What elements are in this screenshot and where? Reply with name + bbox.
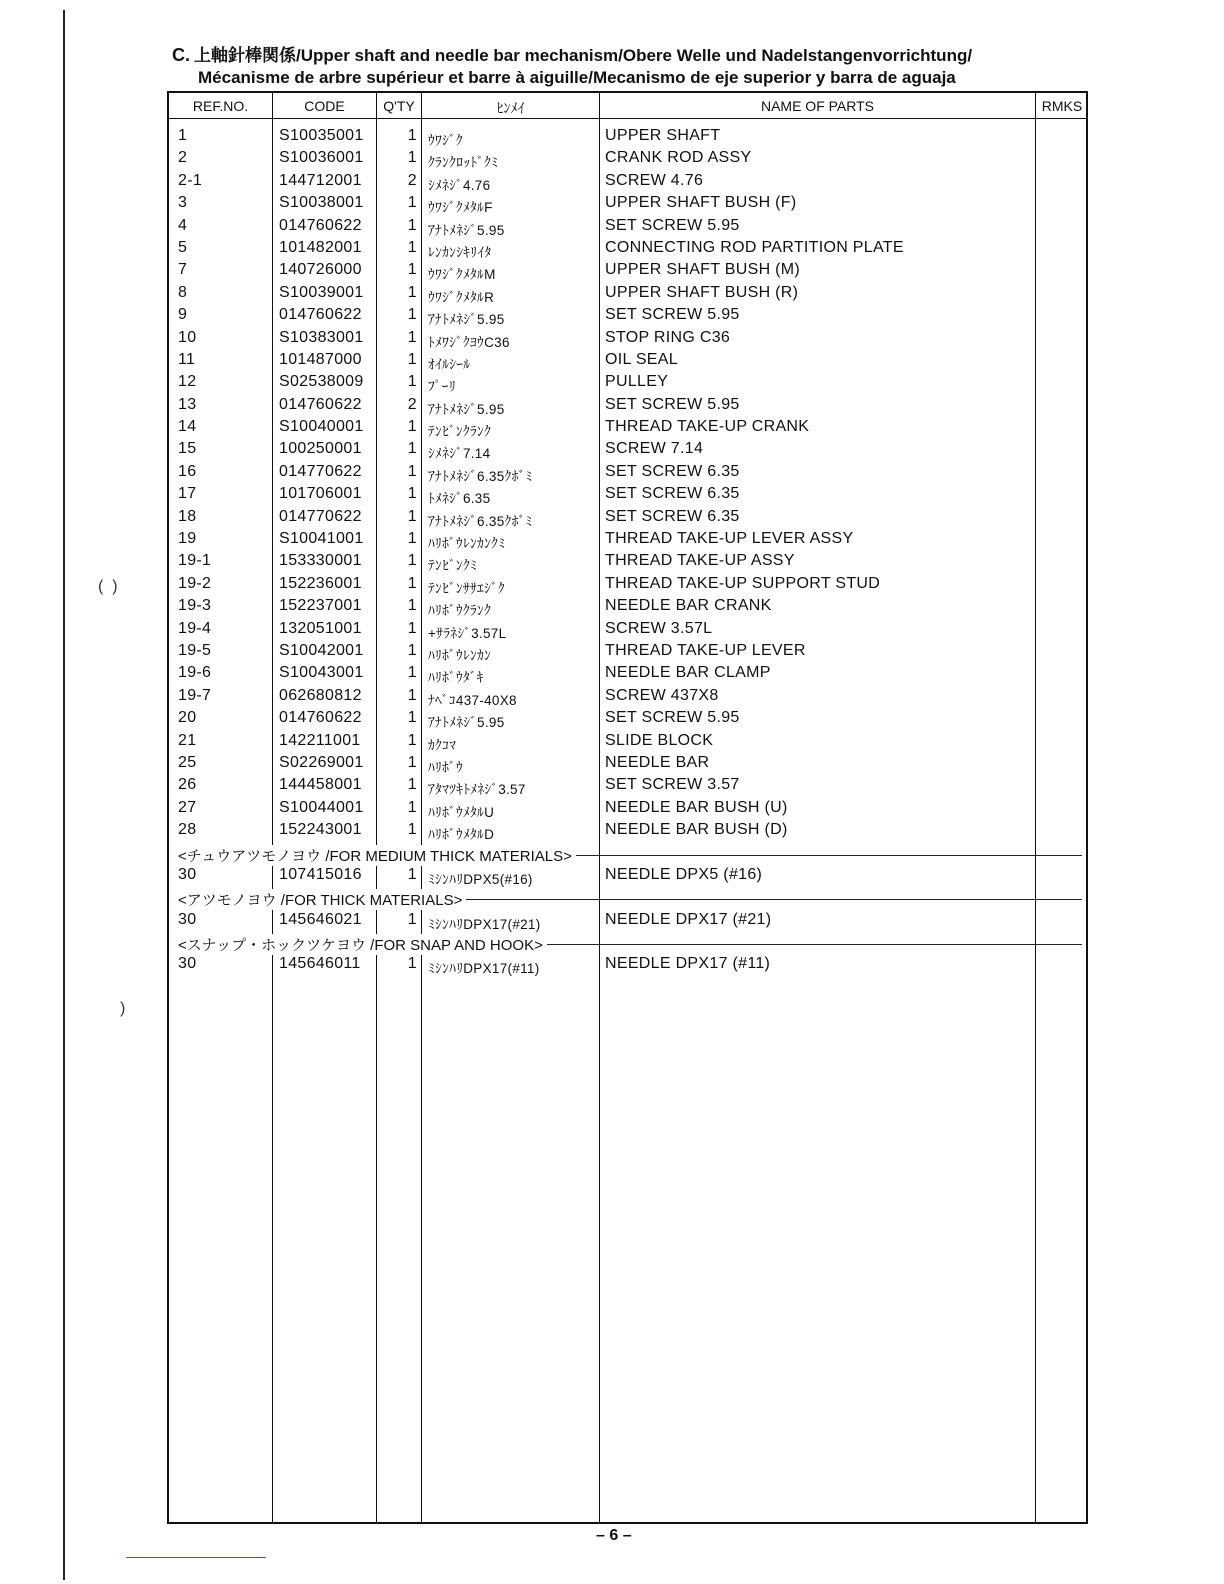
part-name-cell: SLIDE BLOCK xyxy=(605,731,714,749)
category-label: <チュウアツモノヨウ /FOR MEDIUM THICK MATERIALS> xyxy=(178,845,576,866)
part-name-cell: NEEDLE BAR xyxy=(605,753,710,771)
code-cell: 152237001 xyxy=(279,597,362,615)
kana-cell: ﾐｼﾝﾊﾘDPX5(#16) xyxy=(428,871,533,887)
code-cell: 132051001 xyxy=(279,619,362,637)
part-name-cell: NEEDLE DPX17 (#21) xyxy=(605,910,772,928)
table-row xyxy=(169,418,1086,440)
table-row xyxy=(169,552,1086,574)
table-row xyxy=(169,799,1086,821)
ref-cell: 7 xyxy=(178,261,188,279)
code-cell: S02538009 xyxy=(279,373,364,391)
title-line-2: Mécanisme de arbre supérieur et barre à aiguille/Mecanismo de eje superior y barra de aguaja xyxy=(198,68,956,87)
header-divider xyxy=(169,118,1086,119)
table-row xyxy=(169,261,1086,283)
code-cell: 144458001 xyxy=(279,776,362,794)
qty-cell: 1 xyxy=(407,328,417,346)
code-cell: 101487000 xyxy=(279,350,362,368)
qty-cell: 1 xyxy=(407,753,417,771)
table-row xyxy=(169,754,1086,776)
category-heading xyxy=(169,888,1086,910)
kana-cell: ｱﾅﾄﾒﾈｼﾞ5.95 xyxy=(428,715,505,731)
kana-cell: +ｻﾗﾈｼﾞ3.57L xyxy=(428,625,507,641)
part-name-cell: SCREW 437X8 xyxy=(605,686,719,704)
ref-cell: 30 xyxy=(178,955,197,973)
ref-cell: 14 xyxy=(178,418,197,436)
part-name-cell: THREAD TAKE-UP LEVER ASSY xyxy=(605,530,854,548)
left-margin-line xyxy=(63,10,65,1580)
table-row xyxy=(169,127,1086,149)
table-row xyxy=(169,463,1086,485)
table-row xyxy=(169,306,1086,328)
code-cell: S10043001 xyxy=(279,664,364,682)
kana-cell: ｳﾜｼﾞｸﾒﾀﾙM xyxy=(428,267,496,283)
part-name-cell: PULLEY xyxy=(605,373,669,391)
kana-cell: ﾊﾘﾎﾞｳﾒﾀﾙU xyxy=(428,804,495,820)
kana-cell: ﾊﾘﾎﾞｳﾒﾀﾙD xyxy=(428,827,495,843)
qty-cell: 1 xyxy=(407,149,417,167)
title-line-1: 上軸針棒関係/Upper shaft and needle bar mechanism/Obere Welle und Nadelstangenvorrichtung/ xyxy=(194,46,973,65)
ref-cell: 1 xyxy=(178,127,188,144)
part-name-cell: UPPER SHAFT BUSH (R) xyxy=(605,283,799,301)
table-row xyxy=(169,530,1086,552)
part-name-cell: NEEDLE BAR BUSH (D) xyxy=(605,821,788,839)
code-cell: 014760622 xyxy=(279,216,362,234)
code-cell: 145646021 xyxy=(279,910,362,928)
header-kana: ﾋﾝﾒｲ xyxy=(496,100,525,116)
part-name-cell: NEEDLE BAR CRANK xyxy=(605,597,772,615)
part-name-cell: SET SCREW 5.95 xyxy=(605,395,740,413)
kana-cell: ｳﾜｼﾞｸﾒﾀﾙR xyxy=(428,289,495,305)
part-name-cell: OIL SEAL xyxy=(605,350,678,368)
kana-cell: ｱﾅﾄﾒﾈｼﾞ5.95 xyxy=(428,312,505,328)
kana-cell: ﾊﾘﾎﾞｳ xyxy=(428,759,463,775)
part-name-cell: THREAD TAKE-UP ASSY xyxy=(605,552,795,570)
code-cell: 101706001 xyxy=(279,485,362,503)
part-name-cell: SCREW 7.14 xyxy=(605,440,704,458)
ref-cell: 19-4 xyxy=(178,619,212,637)
category-label: <アツモノヨウ /FOR THICK MATERIALS> xyxy=(178,889,466,910)
kana-cell: ﾄﾒﾈｼﾞ6.35 xyxy=(428,491,491,507)
table-row xyxy=(169,440,1086,462)
code-cell: 101482001 xyxy=(279,238,362,256)
part-name-cell: UPPER SHAFT BUSH (M) xyxy=(605,261,801,279)
table-row xyxy=(169,821,1086,843)
ref-cell: 8 xyxy=(178,283,188,301)
ref-cell: 2 xyxy=(178,149,188,167)
qty-cell: 1 xyxy=(407,485,417,503)
ref-cell: 25 xyxy=(178,753,197,771)
qty-cell: 1 xyxy=(407,127,417,144)
qty-cell: 1 xyxy=(407,776,417,794)
ref-cell: 27 xyxy=(178,798,197,816)
part-name-cell: THREAD TAKE-UP SUPPORT STUD xyxy=(605,574,881,592)
kana-cell: ｼﾒﾈｼﾞ7.14 xyxy=(428,446,491,462)
kana-cell: ﾃﾝﾋﾞﾝｸﾗﾝｸ xyxy=(428,424,492,440)
table-row xyxy=(169,149,1086,171)
code-cell: S10038001 xyxy=(279,194,364,212)
qty-cell: 1 xyxy=(407,350,417,368)
code-cell: S10383001 xyxy=(279,328,364,346)
ref-cell: 19-3 xyxy=(178,597,212,615)
qty-cell: 1 xyxy=(407,462,417,480)
footer-rule xyxy=(126,1557,266,1558)
header-name: NAME OF PARTS xyxy=(760,98,875,114)
part-name-cell: UPPER SHAFT xyxy=(605,127,721,144)
section-title xyxy=(172,44,1072,89)
kana-cell: ﾌﾟｰﾘ xyxy=(428,379,456,395)
qty-cell: 1 xyxy=(407,910,417,928)
code-cell: S10044001 xyxy=(279,798,364,816)
ref-cell: 5 xyxy=(178,238,188,256)
code-cell: 014760622 xyxy=(279,709,362,727)
parts-table xyxy=(167,91,1088,1524)
part-name-cell: SCREW 4.76 xyxy=(605,171,704,189)
kana-cell: ｱﾅﾄﾒﾈｼﾞ5.95 xyxy=(428,222,505,238)
part-name-cell: NEEDLE BAR CLAMP xyxy=(605,664,771,682)
code-cell: 152236001 xyxy=(279,574,362,592)
kana-cell: ﾃﾝﾋﾞﾝｻｻｴｼﾞｸ xyxy=(428,580,505,596)
kana-cell: ｱﾅﾄﾒﾈｼﾞ5.95 xyxy=(428,401,505,417)
table-row xyxy=(169,687,1086,709)
ref-cell: 28 xyxy=(178,821,197,839)
ref-cell: 15 xyxy=(178,440,197,458)
ref-cell: 30 xyxy=(178,865,197,883)
table-row xyxy=(169,485,1086,507)
part-name-cell: CRANK ROD ASSY xyxy=(605,149,752,167)
qty-cell: 1 xyxy=(407,821,417,839)
kana-cell: ｱﾅﾄﾒﾈｼﾞ6.35ｸﾎﾞﾐ xyxy=(428,513,533,529)
ref-cell: 10 xyxy=(178,328,197,346)
table-row xyxy=(169,172,1086,194)
code-cell: S02269001 xyxy=(279,753,364,771)
header-rmks: RMKS xyxy=(1041,98,1083,114)
category-label: <スナップ・ホックツケヨウ /FOR SNAP AND HOOK> xyxy=(178,934,547,955)
ref-cell: 2-1 xyxy=(178,171,203,189)
qty-cell: 1 xyxy=(407,686,417,704)
kana-cell: ﾐｼﾝﾊﾘDPX17(#21) xyxy=(428,916,541,932)
kana-cell: ﾊﾘﾎﾞｳﾚﾝｶﾝｸﾐ xyxy=(428,536,506,552)
code-cell: 014770622 xyxy=(279,462,362,480)
table-row xyxy=(169,709,1086,731)
qty-cell: 1 xyxy=(407,373,417,391)
table-row xyxy=(169,776,1086,798)
table-body xyxy=(169,127,1086,978)
code-cell: S10035001 xyxy=(279,127,364,144)
ref-cell: 19-7 xyxy=(178,686,212,704)
kana-cell: ｱﾀﾏﾂｷﾄﾒﾈｼﾞ3.57 xyxy=(428,782,526,798)
header-qty: Q'TY xyxy=(383,98,415,114)
header-code: CODE xyxy=(304,98,345,114)
code-cell: 014760622 xyxy=(279,306,362,324)
code-cell: S10040001 xyxy=(279,418,364,436)
kana-cell: ｵｲﾙｼｰﾙ xyxy=(428,356,471,372)
qty-cell: 1 xyxy=(407,731,417,749)
qty-cell: 1 xyxy=(407,530,417,548)
qty-cell: 1 xyxy=(407,865,417,883)
table-row xyxy=(169,664,1086,686)
code-cell: S10041001 xyxy=(279,530,364,548)
qty-cell: 1 xyxy=(407,440,417,458)
kana-cell: ｳﾜｼﾞｸﾒﾀﾙF xyxy=(428,200,493,216)
qty-cell: 1 xyxy=(407,507,417,525)
qty-cell: 1 xyxy=(407,238,417,256)
qty-cell: 1 xyxy=(407,641,417,659)
ref-cell: 30 xyxy=(178,910,197,928)
ref-cell: 3 xyxy=(178,194,188,212)
part-name-cell: UPPER SHAFT BUSH (F) xyxy=(605,194,797,212)
kana-cell: ﾄﾒﾜｼﾞｸﾖｳC36 xyxy=(428,334,510,350)
kana-cell: ｼﾒﾈｼﾞ4.76 xyxy=(428,177,491,193)
code-cell: 140726000 xyxy=(279,261,362,279)
code-cell: 144712001 xyxy=(279,171,362,189)
kana-cell: ﾐｼﾝﾊﾘDPX17(#11) xyxy=(428,961,540,977)
table-row xyxy=(169,373,1086,395)
table-row xyxy=(169,351,1086,373)
page-number: – 6 – xyxy=(596,1527,632,1544)
qty-cell: 1 xyxy=(407,418,417,436)
qty-cell: 1 xyxy=(407,261,417,279)
header-ref: REF.NO. xyxy=(192,98,249,114)
table-row xyxy=(169,396,1086,418)
ref-cell: 19-2 xyxy=(178,574,212,592)
ref-cell: 26 xyxy=(178,776,197,794)
kana-cell: ｱﾅﾄﾒﾈｼﾞ6.35ｸﾎﾞﾐ xyxy=(428,468,533,484)
table-row xyxy=(169,217,1086,239)
code-cell: 145646011 xyxy=(279,955,361,973)
code-cell: S10036001 xyxy=(279,149,364,167)
ref-cell: 11 xyxy=(178,350,196,368)
table-row xyxy=(169,194,1086,216)
table-row xyxy=(169,732,1086,754)
code-cell: 014760622 xyxy=(279,395,362,413)
table-row xyxy=(169,239,1086,261)
table-row xyxy=(169,508,1086,530)
qty-cell: 1 xyxy=(407,194,417,212)
kana-cell: ﾊﾘﾎﾞｳﾚﾝｶﾝ xyxy=(428,647,492,663)
part-name-cell: SET SCREW 6.35 xyxy=(605,485,740,503)
part-name-cell: SET SCREW 5.95 xyxy=(605,709,740,727)
part-name-cell: NEEDLE DPX5 (#16) xyxy=(605,865,763,883)
part-name-cell: NEEDLE DPX17 (#11) xyxy=(605,955,771,973)
ref-cell: 20 xyxy=(178,709,197,727)
qty-cell: 1 xyxy=(407,216,417,234)
part-name-cell: THREAD TAKE-UP CRANK xyxy=(605,418,810,436)
category-heading xyxy=(169,933,1086,955)
qty-cell: 1 xyxy=(407,574,417,592)
code-cell: 142211001 xyxy=(279,731,361,749)
table-row xyxy=(169,911,1086,933)
ref-cell: 17 xyxy=(178,485,197,503)
part-name-cell: SET SCREW 3.57 xyxy=(605,776,740,794)
qty-cell: 1 xyxy=(407,709,417,727)
part-name-cell: CONNECTING ROD PARTITION PLATE xyxy=(605,238,904,256)
category-heading xyxy=(169,844,1086,866)
ref-cell: 19 xyxy=(178,530,197,548)
kana-cell: ﾊﾘﾎﾞｳﾀﾞｷ xyxy=(428,670,484,686)
part-name-cell: THREAD TAKE-UP LEVER xyxy=(605,641,806,659)
table-row xyxy=(169,597,1086,619)
part-name-cell: SET SCREW 6.35 xyxy=(605,462,740,480)
part-name-cell: SET SCREW 5.95 xyxy=(605,216,740,234)
ref-cell: 18 xyxy=(178,507,197,525)
ref-cell: 13 xyxy=(178,395,197,413)
kana-cell: ﾚﾝｶﾝｼｷﾘｲﾀ xyxy=(428,244,492,260)
ref-cell: 16 xyxy=(178,462,197,480)
ref-cell: 9 xyxy=(178,306,188,324)
part-name-cell: STOP RING C36 xyxy=(605,328,731,346)
kana-cell: ﾃﾝﾋﾞﾝｸﾐ xyxy=(428,558,478,574)
part-name-cell: SET SCREW 5.95 xyxy=(605,306,740,324)
qty-cell: 1 xyxy=(407,619,417,637)
ref-cell: 19-1 xyxy=(178,552,212,570)
qty-cell: 2 xyxy=(407,395,417,413)
qty-cell: 1 xyxy=(407,597,417,615)
kana-cell: ｸﾗﾝｸﾛｯﾄﾞｸﾐ xyxy=(428,155,499,171)
qty-cell: 1 xyxy=(407,955,417,973)
table-row xyxy=(169,620,1086,642)
part-name-cell: SET SCREW 6.35 xyxy=(605,507,740,525)
ref-cell: 19-5 xyxy=(178,641,212,659)
part-name-cell: SCREW 3.57L xyxy=(605,619,713,637)
qty-cell: 1 xyxy=(407,664,417,682)
qty-cell: 2 xyxy=(407,171,417,189)
scan-mark: ( ) xyxy=(98,578,118,595)
code-cell: 100250001 xyxy=(279,440,362,458)
code-cell: S10042001 xyxy=(279,641,364,659)
qty-cell: 1 xyxy=(407,798,417,816)
code-cell: 014770622 xyxy=(279,507,362,525)
section-letter: C. xyxy=(172,45,190,65)
kana-cell: ﾅﾍﾞｺ437-40X8 xyxy=(428,692,517,708)
table-row xyxy=(169,955,1086,977)
ref-cell: 4 xyxy=(178,216,188,234)
code-cell: 107415016 xyxy=(279,865,362,883)
kana-cell: ｶｸｺﾏ xyxy=(428,737,457,753)
ref-cell: 12 xyxy=(178,373,197,391)
scan-mark: ) xyxy=(120,1000,126,1017)
kana-cell: ﾊﾘﾎﾞｳｸﾗﾝｸ xyxy=(428,603,492,619)
code-cell: 062680812 xyxy=(279,686,362,704)
part-name-cell: NEEDLE BAR BUSH (U) xyxy=(605,798,788,816)
qty-cell: 1 xyxy=(407,283,417,301)
kana-cell: ｳﾜｼﾞｸ xyxy=(428,133,463,148)
table-row xyxy=(169,329,1086,351)
table-row xyxy=(169,284,1086,306)
code-cell: 153330001 xyxy=(279,552,362,570)
table-row xyxy=(169,642,1086,664)
qty-cell: 1 xyxy=(407,306,417,324)
qty-cell: 1 xyxy=(407,552,417,570)
table-row xyxy=(169,575,1086,597)
ref-cell: 21 xyxy=(178,731,197,749)
ref-cell: 19-6 xyxy=(178,664,212,682)
code-cell: S10039001 xyxy=(279,283,364,301)
code-cell: 152243001 xyxy=(279,821,362,839)
table-row xyxy=(169,866,1086,888)
